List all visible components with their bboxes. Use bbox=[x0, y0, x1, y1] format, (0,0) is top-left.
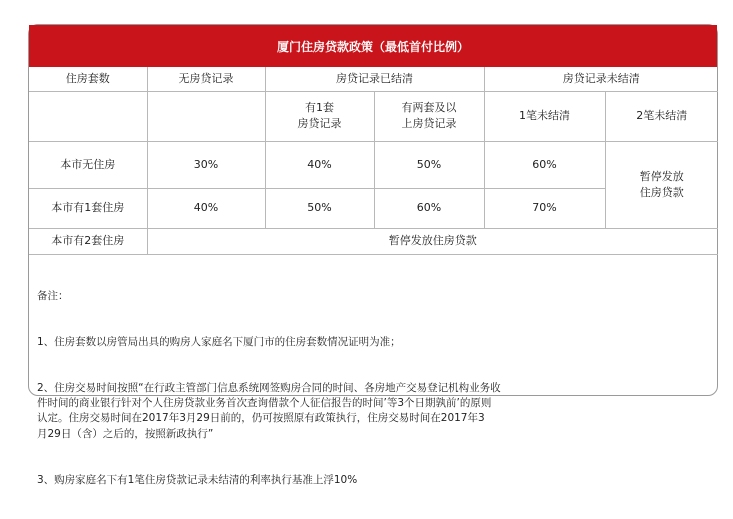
header-settled: 房贷记录已结清 bbox=[265, 67, 484, 91]
header-settled-two: 有两套及以 上房贷记录 bbox=[374, 91, 484, 141]
header-settled-one: 有1套 房贷记录 bbox=[265, 91, 374, 141]
cell-settled-two: 50% bbox=[374, 141, 484, 188]
header-empty-cell bbox=[147, 91, 265, 141]
cell-no-record: 30% bbox=[147, 141, 265, 188]
cell-settled-one: 40% bbox=[265, 141, 374, 188]
policy-card bbox=[28, 24, 718, 486]
row-no-housing bbox=[29, 141, 718, 188]
header-housing-count: 住房套数 bbox=[29, 67, 147, 91]
header-row-sub bbox=[29, 91, 718, 141]
notes-heading: 备注： bbox=[37, 290, 69, 303]
row-label: 本市有1套住房 bbox=[29, 188, 147, 228]
notes-section bbox=[29, 255, 717, 519]
note-2: 2、住房交易时间按照“在行政主管部门信息系统网签购房合同的时间、各房地产交易登记机构业务收 件时间的商业银行针对个人住房贷款业务首次查询借款个人征信报告的时间’等3个日期孰前’的原则 认定。住房交易时间在2017年3月29日前的，仍可按照原有政策执行，住房交易时间在2017年3 月29日（含）之后的，按照新政执行” bbox=[37, 381, 501, 440]
header-row-main bbox=[29, 67, 718, 91]
note-1: 1、住房套数以房管局出具的购房人家庭名下厦门市的住房套数情况证明为准； bbox=[37, 335, 401, 348]
cell-suspended-merged: 暂停发放 住房贷款 bbox=[605, 141, 718, 228]
row-two-housing bbox=[29, 228, 718, 254]
table-title: 厦门住房贷款政策（最低首付比例） bbox=[29, 25, 717, 67]
header-unsettled-one: 1笔未结清 bbox=[484, 91, 605, 141]
cell-suspended: 暂停发放住房贷款 bbox=[147, 228, 718, 254]
row-label: 本市有2套住房 bbox=[29, 228, 147, 254]
header-no-record: 无房贷记录 bbox=[147, 67, 265, 91]
note-3: 3、购房家庭名下有1笔住房贷款记录未结清的利率执行基准上浮10% bbox=[37, 473, 358, 486]
header-unsettled: 房贷记录未结清 bbox=[484, 67, 718, 91]
policy-table bbox=[29, 67, 718, 255]
row-label: 本市无住房 bbox=[29, 141, 147, 188]
cell-unsettled-one: 70% bbox=[484, 188, 605, 228]
cell-unsettled-one: 60% bbox=[484, 141, 605, 188]
cell-no-record: 40% bbox=[147, 188, 265, 228]
header-unsettled-two: 2笔未结清 bbox=[605, 91, 718, 141]
cell-settled-one: 50% bbox=[265, 188, 374, 228]
header-empty-cell bbox=[29, 91, 147, 141]
cell-settled-two: 60% bbox=[374, 188, 484, 228]
